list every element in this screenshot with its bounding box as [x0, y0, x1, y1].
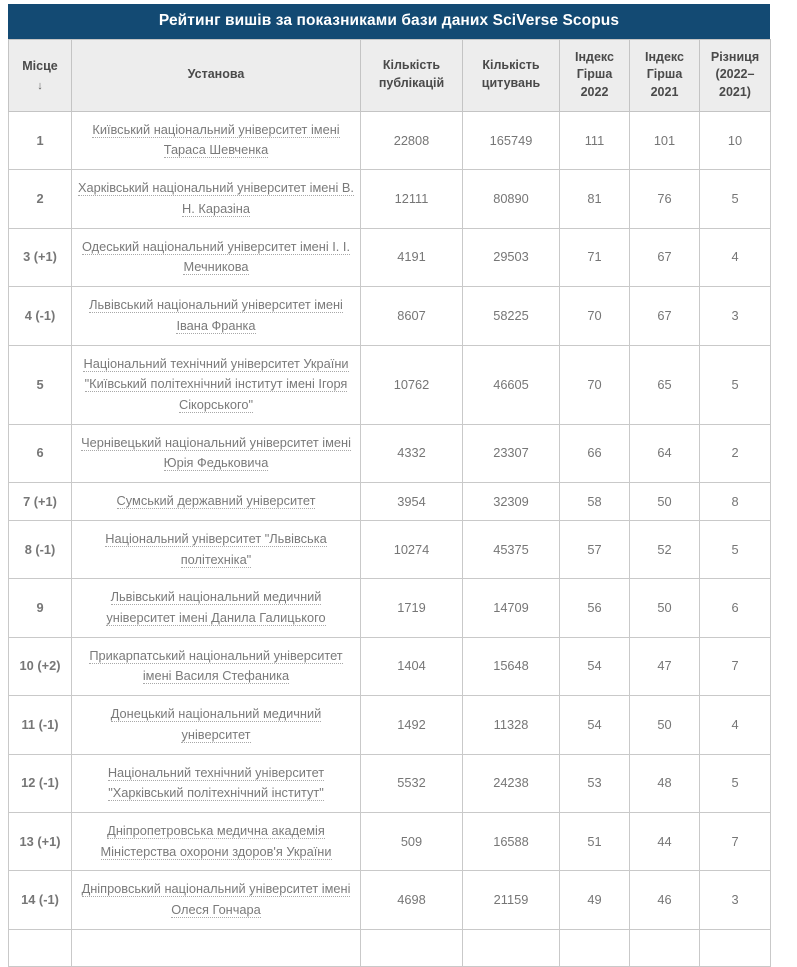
cell-hindex-2021: 64	[630, 424, 700, 482]
cell-institution	[72, 754, 361, 812]
cell-citations: 80890	[463, 170, 560, 228]
table-row	[9, 111, 771, 169]
cell-institution	[72, 813, 361, 871]
institution-link[interactable]: Харківський національний університет імені В. Н. Каразіна	[78, 180, 354, 216]
institution-link[interactable]: Чернівецький національний університет імені Юрія Федьковича	[81, 434, 351, 471]
cell-hindex-2021: 46	[630, 871, 700, 929]
cell-difference: 4	[700, 228, 771, 286]
sort-descending-icon[interactable]: ↓	[37, 80, 43, 92]
column-header-hindex-2022[interactable]	[560, 39, 630, 111]
cell-citations: 16588	[463, 813, 560, 871]
column-header-difference-line2: (2022–	[715, 67, 755, 82]
institution-link[interactable]: Дніпропетровська медична академія Міністерства охорони здоров'я України	[100, 823, 332, 859]
cell-difference: 5	[700, 170, 771, 228]
institution-link[interactable]: Національний технічний університет "Харківський політехнічний інститут"	[107, 764, 325, 801]
cell-difference: 4	[700, 696, 771, 754]
cell-clipped	[700, 929, 771, 966]
institution-link[interactable]: Сумський державний університет	[116, 493, 316, 509]
cell-difference: 3	[700, 287, 771, 345]
cell-publications: 10762	[361, 345, 463, 424]
cell-rank: 13 (+1)	[9, 813, 72, 871]
cell-hindex-2022: 56	[560, 579, 630, 637]
column-header-rank[interactable]	[9, 39, 72, 111]
cell-hindex-2021: 50	[630, 696, 700, 754]
cell-rank: 2	[9, 170, 72, 228]
cell-citations: 23307	[463, 424, 560, 482]
cell-clipped	[72, 929, 361, 966]
cell-rank: 12 (-1)	[9, 754, 72, 812]
table-body	[9, 111, 771, 966]
cell-institution	[72, 871, 361, 929]
table-header	[9, 39, 771, 111]
cell-citations: 11328	[463, 696, 560, 754]
cell-hindex-2022: 70	[560, 287, 630, 345]
cell-publications: 5532	[361, 754, 463, 812]
column-header-institution-label: Установа	[187, 67, 245, 82]
cell-citations: 46605	[463, 345, 560, 424]
cell-citations: 14709	[463, 579, 560, 637]
column-header-citations[interactable]	[463, 39, 560, 111]
table-row	[9, 170, 771, 228]
cell-publications: 10274	[361, 520, 463, 578]
table-row	[9, 483, 771, 521]
column-header-difference-line3: 2021)	[719, 85, 751, 99]
cell-hindex-2022: 66	[560, 424, 630, 482]
cell-clipped	[361, 929, 463, 966]
institution-link[interactable]: Одеський національний університет імені І. І. Мечникова	[81, 238, 351, 275]
cell-hindex-2021: 101	[630, 111, 700, 169]
table-row	[9, 871, 771, 929]
cell-institution	[72, 696, 361, 754]
cell-hindex-2022: 53	[560, 754, 630, 812]
table-row	[9, 424, 771, 482]
cell-hindex-2022: 58	[560, 483, 630, 521]
cell-publications: 4332	[361, 424, 463, 482]
cell-difference: 7	[700, 813, 771, 871]
cell-hindex-2021: 47	[630, 637, 700, 695]
cell-hindex-2021: 48	[630, 754, 700, 812]
column-header-hindex-2022-line2: Гірша	[576, 67, 613, 82]
cell-publications: 4698	[361, 871, 463, 929]
column-header-publications[interactable]	[361, 39, 463, 111]
cell-publications: 3954	[361, 483, 463, 521]
column-header-difference[interactable]	[700, 39, 771, 111]
cell-difference: 2	[700, 424, 771, 482]
cell-publications: 12111	[361, 170, 463, 228]
cell-hindex-2021: 50	[630, 483, 700, 521]
cell-publications: 4191	[361, 228, 463, 286]
cell-hindex-2021: 52	[630, 520, 700, 578]
cell-citations: 45375	[463, 520, 560, 578]
cell-publications: 1404	[361, 637, 463, 695]
cell-rank: 7 (+1)	[9, 483, 72, 521]
institution-link[interactable]: Національний університет "Львівська політехніка"	[105, 530, 327, 567]
cell-citations: 21159	[463, 871, 560, 929]
cell-difference: 10	[700, 111, 771, 169]
column-header-citations-line1: Кількість	[482, 58, 540, 73]
cell-rank: 1	[9, 111, 72, 169]
cell-publications: 509	[361, 813, 463, 871]
cell-difference: 5	[700, 754, 771, 812]
table-row	[9, 228, 771, 286]
cell-rank: 8 (-1)	[9, 520, 72, 578]
cell-citations: 58225	[463, 287, 560, 345]
cell-rank: 9	[9, 579, 72, 637]
cell-institution	[72, 637, 361, 695]
cell-hindex-2022: 57	[560, 520, 630, 578]
cell-citations: 32309	[463, 483, 560, 521]
table-row	[9, 520, 771, 578]
cell-rank: 11 (-1)	[9, 696, 72, 754]
cell-difference: 3	[700, 871, 771, 929]
cell-hindex-2022: 54	[560, 696, 630, 754]
institution-link[interactable]: Київський національний університет імені Тараса Шевченка	[92, 121, 340, 158]
cell-difference: 7	[700, 637, 771, 695]
cell-clipped	[9, 929, 72, 966]
column-header-hindex-2021[interactable]	[630, 39, 700, 111]
cell-institution	[72, 520, 361, 578]
column-header-hindex-2022-line1: Індекс	[575, 49, 614, 64]
cell-hindex-2022: 81	[560, 170, 630, 228]
cell-rank: 10 (+2)	[9, 637, 72, 695]
cell-hindex-2022: 70	[560, 345, 630, 424]
cell-institution	[72, 424, 361, 482]
cell-citations: 165749	[463, 111, 560, 169]
cell-clipped	[630, 929, 700, 966]
cell-clipped	[463, 929, 560, 966]
cell-clipped	[560, 929, 630, 966]
table-row	[9, 579, 771, 637]
cell-rank: 14 (-1)	[9, 871, 72, 929]
column-header-publications-line2: публікацій	[378, 76, 445, 91]
cell-citations: 15648	[463, 637, 560, 695]
cell-institution	[72, 345, 361, 424]
institution-link[interactable]: Львівський національний медичний університет імені Данила Галицького	[106, 589, 326, 625]
institution-link[interactable]: Національний технічний університет України "Київський політехнічний інститут імені Ігоря Сікорського"	[83, 355, 349, 412]
cell-difference: 8	[700, 483, 771, 521]
cell-citations: 24238	[463, 754, 560, 812]
table-row	[9, 929, 771, 966]
table-row	[9, 345, 771, 424]
cell-rank: 6	[9, 424, 72, 482]
column-header-hindex-2021-line3: 2021	[650, 85, 679, 99]
cell-institution	[72, 579, 361, 637]
cell-hindex-2021: 50	[630, 579, 700, 637]
cell-publications: 1719	[361, 579, 463, 637]
cell-rank: 5	[9, 345, 72, 424]
institution-link[interactable]: Прикарпатський національний університет імені Василя Стефаника	[89, 647, 343, 684]
column-header-difference-line1: Різниця	[710, 49, 760, 64]
cell-hindex-2021: 67	[630, 228, 700, 286]
column-header-citations-line2: цитувань	[481, 76, 541, 91]
cell-publications: 8607	[361, 287, 463, 345]
cell-institution	[72, 111, 361, 169]
page-title: Рейтинг вишів за показниками бази даних SciVerse Scopus	[8, 4, 770, 39]
column-header-publications-line1: Кількість	[382, 58, 441, 73]
institution-link[interactable]: Донецький національний медичний університет	[110, 706, 322, 742]
cell-publications: 1492	[361, 696, 463, 754]
cell-hindex-2021: 65	[630, 345, 700, 424]
cell-citations: 29503	[463, 228, 560, 286]
cell-hindex-2022: 71	[560, 228, 630, 286]
cell-hindex-2021: 67	[630, 287, 700, 345]
cell-rank: 3 (+1)	[9, 228, 72, 286]
cell-hindex-2022: 54	[560, 637, 630, 695]
column-header-rank-label: Місце	[22, 59, 58, 74]
cell-difference: 6	[700, 579, 771, 637]
table-row	[9, 754, 771, 812]
cell-hindex-2021: 44	[630, 813, 700, 871]
cell-difference: 5	[700, 520, 771, 578]
column-header-hindex-2021-line1: Індекс	[645, 49, 684, 64]
cell-institution	[72, 287, 361, 345]
institution-link[interactable]: Дніпровський національний університет імені Олеся Гончара	[81, 881, 351, 918]
table-row	[9, 637, 771, 695]
column-header-hindex-2021-line2: Гірша	[646, 67, 683, 82]
cell-hindex-2022: 51	[560, 813, 630, 871]
column-header-hindex-2022-line3: 2022	[580, 85, 609, 99]
cell-publications: 22808	[361, 111, 463, 169]
cell-hindex-2021: 76	[630, 170, 700, 228]
cell-difference: 5	[700, 345, 771, 424]
cell-institution	[72, 228, 361, 286]
cell-hindex-2022: 111	[560, 111, 630, 169]
table-row	[9, 696, 771, 754]
table-row	[9, 813, 771, 871]
institution-link[interactable]: Львівський національний університет імені Івана Франка	[89, 297, 343, 333]
cell-rank: 4 (-1)	[9, 287, 72, 345]
header-row	[9, 39, 771, 111]
table-row	[9, 287, 771, 345]
rating-table	[8, 39, 771, 967]
cell-institution	[72, 170, 361, 228]
column-header-institution[interactable]	[72, 39, 361, 111]
cell-institution	[72, 483, 361, 521]
cell-hindex-2022: 49	[560, 871, 630, 929]
